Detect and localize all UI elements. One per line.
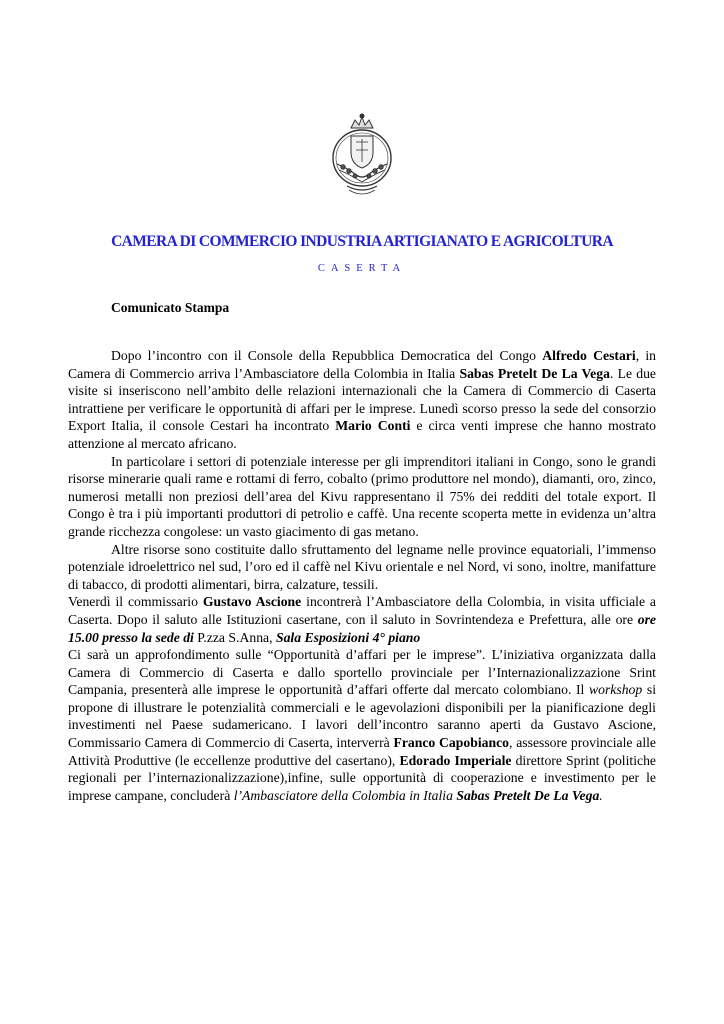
paragraph-2: In particolare i settori di potenziale interesse per gli imprenditori italiani in Congo, sono le grandi risorse minerarie quali rame e rottami di ferro, cobalto (primo produttore nel mondo), diamanti, oro, zinco, numerosi metalli non preziosi dell’area del Kivu rappresentano il 75% dei redditi del totale export. Il Congo è tra i più importanti produttori di petrolio e caffè. Una recente scoperta mette in evidenza un’altra grande ricchezza congolese: un vasto giacimento di gas metano.: [68, 453, 656, 539]
paragraph-5: Ci sarà un approfondimento sulle “Opportunità d’affari per le imprese”. L’iniziativa organizzata dalla Camera di Commercio di Caserta e dallo sportello provinciale per l’Internazionalizzazione Srint Campania, presenterà alle imprese le opportunità d’affari offerte dal mercato colombiano. Il workshop si propone di illustrare le potenzialità commerciali e le agevolazioni disponibili per la pianificazione degli investimenti nel Paese sudamericano. I lavori dell’incontro saranno aperti da Gustavo Ascione, Commissario Camera di Commercio di Caserta, interverrà Franco Capobianco, assessore provinciale alle Attività Produttive (le eccellenze produttive del casertano), Edorado Imperiale direttore Sprint (politiche regionali per l’internazionalizzazione),infine, sulle opportunità di cooperazione e investimento per le imprese campane, concluderà l’Ambasciatore della Colombia in Italia Sabas Pretelt De La Vega.: [68, 647, 657, 803]
paragraph-3: Altre risorse sono costituite dallo sfruttamento del legname nelle province equatoriali, l’immenso potenziale idroelettrico nel sud, l’oro ed il caffè nel Kivu orientale e nel Nord, vi sono, inoltre, manifatture di tabacco, di prodotti alimentari, birra, calzature, tessili.: [68, 541, 656, 592]
press-release-body: [68, 347, 656, 804]
paragraph-4: Venerdì il commissario Gustavo Ascione incontrerà l’Ambasciatore della Colombia, in visita ufficiale a Caserta. Dopo il saluto alle Istituzioni casertane, con il saluto in Sovrintendeza e Prefettura, alle ore ore 15.00 presso la sede di P.zza S.Anna, Sala Esposizioni 4° piano: [68, 594, 656, 645]
heraldic-seal-icon: [329, 112, 395, 202]
organization-city: CASERTA: [317, 263, 407, 274]
organization-name: CAMERA DI COMMERCIO INDUSTRIA ARTIGIANATO E AGRICOLTURA: [111, 233, 613, 250]
paragraph-1: Dopo l’incontro con il Console della Repubblica Democratica del Congo Alfredo Cestari, in Camera di Commercio arriva l’Ambasciatore della Colombia in Italia Sabas Pretelt De La Vega. Le due visite si inseriscono nell’ambito delle relazioni internazionali che la Camera di Commercio di Caserta intrattiene per verificare le opportunità di affari per le imprese. Lunedì scorso presso la sede del consorzio Export Italia, il console Cestari ha incontrato Mario Conti e circa venti imprese che hanno mostrato attenzione al mercato africano.: [68, 348, 657, 451]
document-type: Comunicato Stampa: [111, 300, 230, 315]
